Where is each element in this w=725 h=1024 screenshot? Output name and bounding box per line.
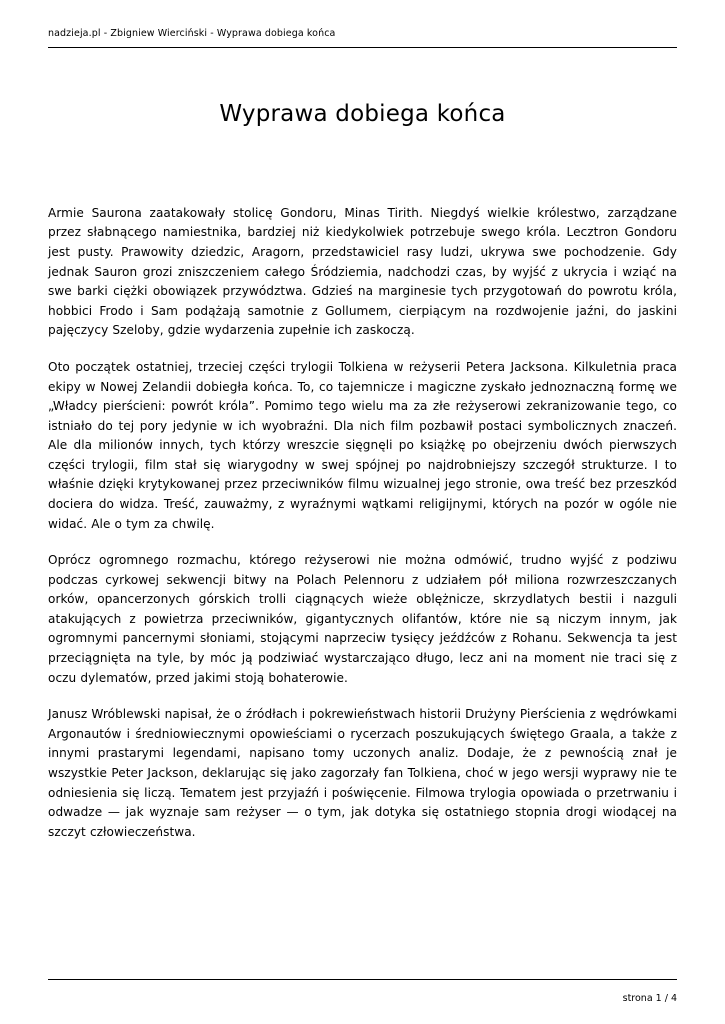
paragraph: Oto początek ostatniej, trzeciej części trylogii Tolkiena w reżyserii Petera Jacksona. Kilkuletnia praca ekipy w Nowej Zelandii dobiegła końca. To, co tajemnicze i magiczne zyskało jednoznaczną formę we „Władcy pierścieni: powrót króla”. Pomimo tego wielu ma za złe reżyserowi zekranizowanie tego, co istniało do tej pory jedynie w ich wyobraźni. Dla nich film pozbawił postaci symbolicznych znaczeń. Ale dla milionów innych, tych którzy wreszcie sięgnęli po książkę po obejrzeniu dwóch pierwszych części trylogii, film stał się wiarygodny w swej spójnej po najdrobniejszy szczegół strukturze. I to właśnie dzięki krytykowanej przez przeciwników filmu wizualnej jego stronie, owa treść bez przeszkód dociera do widza. Treść, zauważmy, z wyraźnymi wątkami religijnymi, których na pozór w ogóle nie widać. Ale o tym za chwilę. <box>48 359 677 531</box>
article-body <box>48 204 677 842</box>
footer-divider <box>48 979 677 980</box>
header-divider <box>48 47 677 48</box>
paragraph: Armie Saurona zaatakowały stolicę Gondoru, Minas Tirith. Niegdyś wielkie królestwo, zarządzane przez słabnącego namiestnika, bardziej niż kiedykolwiek potrzebuje swego króla. Lecztron Gondoru jest pusty. Prawowity dziedzic, Aragorn, przedstawiciel rasy ludzi, ukrywa swe pochodzenie. Gdy jednak Sauron grozi zniszczeniem całego Śródziemia, nadchodzi czas, by wyjść z ukrycia i wziąć na swe barki ciężki obowiązek przywództwa. Gdzieś na marginesie tych przygotowań do powrotu króla, hobbici Frodo i Sam podążają samotnie z Gollumem, cierpiącym na rozdwojenie jaźni, do jaskini pajęczycy Szeloby, gdzie wydarzenia zupełnie ich zaskoczą. <box>48 205 677 338</box>
page-header: nadzieja.pl - Zbigniew Wierciński - Wyprawa dobiega końca <box>48 28 336 39</box>
page-footer: strona 1 / 4 <box>622 993 677 1004</box>
paragraph: Janusz Wróblewski napisał, że o źródłach i pokrewieństwach historii Drużyny Pierścienia z wędrówkami Argonautów i średniowiecznymi opowieściami o rycerzach poszukujących świętego Graala, a także z innymi prastarymi legendami, napisano tomy uczonych analiz. Dodaje, że z pewnością znał je wszystkie Peter Jackson, deklarując się jako zagorzały fan Tolkiena, choć w jego wersji wyprawy nie te odniesienia się liczą. Tematem jest przyjaźń i poświęcenie. Filmowa trylogia opowiada o przetrwaniu i odwadze — jak wyznaje sam reżyser — o tym, jak dotyka się ostatniego stopnia drogi wiodącej na szczyt człowieczeństwa. <box>48 707 677 839</box>
page-title: Wyprawa dobiega końca <box>219 101 506 127</box>
document-content <box>48 100 677 842</box>
paragraph: Oprócz ogromnego rozmachu, którego reżyserowi nie można odmówić, trudno wyjść z podziwu podczas cyrkowej sekwencji bitwy na Polach Pelennoru z udziałem pół miliona rozwrzeszczanych orków, opancerzonych górskich trolli ciągnących wieże oblężnicze, skrzydlatych bestii i nazguli atakujących z powietrza przeciwników, gigantycznych olifantów, które nie są niczym innym, jak ogromnymi pancernymi słoniami, stojącymi naprzeciw tysięcy jeźdźców z Rohanu. Sekwencja ta jest przeciągnięta na tyle, by móc ją podziwiać wystarczająco długo, lecz ani na moment nie traci się z oczu dylematów, przed jakimi stoją bohaterowie. <box>48 553 677 685</box>
